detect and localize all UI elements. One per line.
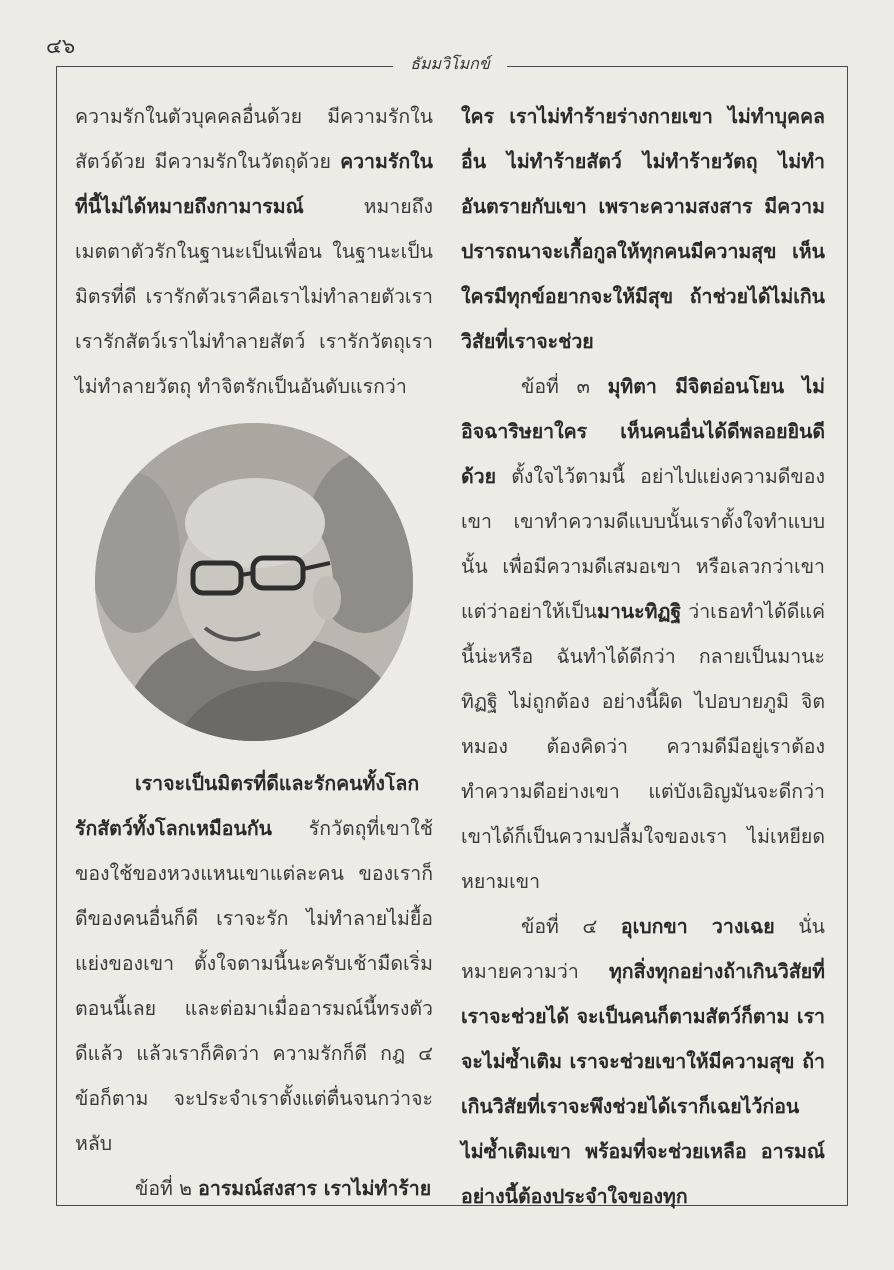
- header-rule-right: [507, 66, 847, 67]
- text-run: ความรักในที่นี้ไม่ได้หมายถึงกามารมณ์: [75, 150, 433, 218]
- text-run: อุเบกขา วางเฉย: [620, 915, 775, 938]
- text-run: รักวัตถุที่เขาใช้ของใช้ของหวงแหนเขาแต่ละคน ของเราก็ดีของคนอื่นก็ดี เราจะรัก ไม่ทำลายไม่ยื้อแย่งของเขา ตั้งใจตามนี้นะครับเช้ามืดเริ่มตอนนี้เลย และต่อมาเมื่ออารมณ์นี้ทรงตัวดีแล้ว แล้วเราก็คิดว่า ความรักก็ดี กฎ ๔ ข้อก็ตาม จะประจำเราตั้งแต่ตื่นจนกว่าจะหลับ: [75, 817, 433, 1155]
- left-paragraph-1: [75, 94, 433, 409]
- header-title: ธัมมวิโมกข์: [410, 54, 490, 73]
- right-paragraph-1: [461, 94, 825, 364]
- text-run: นั่นหมายความว่า: [461, 915, 825, 983]
- text-run: มุทิตา มีจิตอ่อนโยน ไม่อิจฉาริษยาใคร เห็นคนอื่นได้ดีพลอยยินดีด้วย: [461, 375, 825, 488]
- monk-portrait-photo: [95, 423, 413, 741]
- text-run: อารมณ์สงสาร เราไม่ทำร้าย: [198, 1177, 432, 1200]
- photo-container: [75, 417, 433, 747]
- text-run: ทุกสิ่งทุกอย่างถ้าเกินวิสัยที่เราจะช่วยได้ จะเป็นคนก็ตามสัตว์ก็ตาม เราจะไม่ซ้ำเติม เราจะช่วยเขาให้มีความสุข ถ้าเกินวิสัยที่เราจะพึงช่วยได้เราก็เฉยไว้ก่อน ไม่ซ้ำเติมเขา พร้อมที่จะช่วยเหลือ อารมณ์อย่างนี้ต้องประจำใจของทุก: [461, 960, 825, 1208]
- page-number: ๔๖: [46, 34, 76, 58]
- text-run: เราจะเป็นมิตรที่ดีและรักคนทั้งโลกรักสัตว์ทั้งโลกเหมือนกัน: [75, 772, 420, 840]
- header-rule-left: [57, 66, 393, 67]
- text-run: ข้อที่ ๓: [521, 375, 608, 398]
- text-run: ใคร เราไม่ทำร้ายร่างกายเขา ไม่ทำบุคคลอื่น ไม่ทำร้ายสัตว์ ไม่ทำร้ายวัตถุ ไม่ทำอันตรายกับเขา เพราะความสงสาร มีความปรารถนาจะเกื้อกูลให้ทุกคนมีความสุข เห็นใครมีทุกข์อยากจะให้มีสุข ถ้าช่วยได้ไม่เกินวิสัยที่เราจะช่วย: [461, 105, 825, 353]
- page-frame: [56, 54, 848, 1208]
- left-paragraph-3: [75, 1166, 433, 1211]
- right-column: [461, 94, 825, 1219]
- right-paragraph-3: [461, 904, 825, 1219]
- text-run: หมายถึงเมตตาตัวรักในฐานะเป็นเพื่อน ในฐานะเป็นมิตรที่ดี เรารักตัวเราคือเราไม่ทำลายตัวเรา เรารักสัตว์เราไม่ทำลายสัตว์ เรารักวัตถุเราไม่ทำลายวัตถุ ทำจิตรักเป็นอันดับแรกว่า: [75, 195, 433, 398]
- text-run: ข้อที่ ๔: [521, 915, 621, 938]
- text-run: ตั้งใจไว้ตามนี้ อย่าไปแย่งความดีของเขา เขาทำความดีแบบนั้นเราตั้งใจทำแบบนั้น เพื่อมีความดีเสมอเขา หรือเลวกว่าเขา แต่ว่าอย่าให้เป็น: [461, 465, 825, 623]
- left-column: [75, 94, 433, 1211]
- left-paragraph-2: [75, 761, 433, 1166]
- text-run: มานะทิฏฐิ: [596, 600, 682, 623]
- right-paragraph-2: [461, 364, 825, 904]
- text-run: ข้อที่ ๒: [135, 1177, 199, 1200]
- text-run: ความรักในตัวบุคคลอื่นด้วย มีความรักในสัตว์ด้วย มีความรักในวัตถุด้วย: [75, 105, 433, 173]
- text-run: ว่าเธอทำได้ดีแค่นี้น่ะหรือ ฉันทำได้ดีกว่า กลายเป็นมานะทิฏฐิ ไม่ถูกต้อง อย่างนี้ผิด ไปอบายภูมิ จิตหมอง ต้องคิดว่า ความดีมีอยู่เราต้องทำความดีอย่างเขา แต่บังเอิญมันจะดีกว่าเขาได้ก็เป็นความปลื้มใจของเรา ไม่เหยียดหยามเขา: [461, 600, 825, 893]
